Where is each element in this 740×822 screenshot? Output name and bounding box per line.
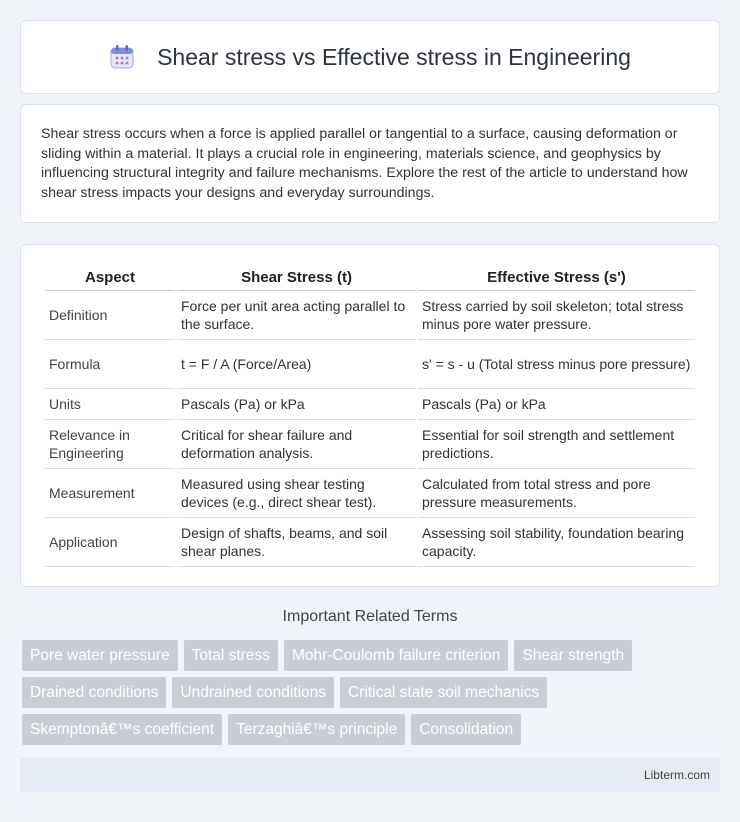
table-cell: Definition [45,291,175,340]
table-cell: Application [45,518,175,567]
table-cell: Pascals (Pa) or kPa [418,389,695,420]
table-cell: Relevance in Engineering [45,420,175,469]
intro-text: Shear stress occurs when a force is applied parallel or tangential to a surface, causing deformation or sliding within a material. It plays a crucial role in engineering, materials science, and geophysics by influencing structural integrity and failure mechanisms. Explore the rest of the article to understand how shear stress impacts your designs and everyday surroundings. [41,126,688,201]
table-cell: Calculated from total stress and pore pressure measurements. [418,469,695,518]
tag-row [22,640,722,671]
tag-total-stress[interactable]: Total stress [184,640,278,671]
footer-link[interactable]: Libterm.com [643,768,710,782]
header-card [20,20,720,94]
related-terms [22,640,722,751]
table-cell: Stress carried by soil skeleton; total stress minus pore water pressure. [418,291,695,340]
tag-mohr-coulomb[interactable]: Mohr-Coulomb failure criterion [284,640,508,671]
tag-consolidation[interactable]: Consolidation [411,714,521,745]
tag-row [22,677,722,708]
table-cell: Measurement [45,469,175,518]
tag-drained-conditions[interactable]: Drained conditions [22,677,166,708]
table-cell: Formula [45,340,175,389]
footer [20,758,720,792]
tag-row [22,714,722,745]
table-cell: Critical for shear failure and deformation analysis. [177,420,416,469]
column-header-aspect: Aspect [45,267,175,291]
table-row [45,291,695,340]
tag-critical-state[interactable]: Critical state soil mechanics [340,677,547,708]
page-title: Shear stress vs Effective stress in Engineering [157,43,631,70]
comparison-table-card [20,244,720,587]
column-header-shear-stress: Shear Stress (t) [177,267,416,291]
related-terms-title: Important Related Terms [282,608,458,625]
table-row [45,518,695,567]
table-cell: t = F / A (Force/Area) [177,340,416,389]
table-cell: Essential for soil strength and settlement predictions. [418,420,695,469]
comparison-table [43,267,697,567]
table-row [45,389,695,420]
table-row [45,340,695,389]
calendar-icon [109,44,135,70]
table-row [45,469,695,518]
tag-undrained-conditions[interactable]: Undrained conditions [172,677,334,708]
column-header-effective-stress: Effective Stress (s') [418,267,695,291]
table-cell: Force per unit area acting parallel to the surface. [177,291,416,340]
intro-card [20,104,720,223]
table-cell: Assessing soil stability, foundation bearing capacity. [418,518,695,567]
table-cell: Pascals (Pa) or kPa [177,389,416,420]
table-cell: Units [45,389,175,420]
table-cell: s' = s - u (Total stress minus pore pressure) [418,340,695,389]
tag-terzaghi[interactable]: Terzaghiâ€™s principle [228,714,405,745]
table-cell: Design of shafts, beams, and soil shear planes. [177,518,416,567]
tag-shear-strength[interactable]: Shear strength [514,640,632,671]
table-cell: Measured using shear testing devices (e.g., direct shear test). [177,469,416,518]
table-row [45,420,695,469]
tag-skempton[interactable]: Skemptonâ€™s coefficient [22,714,222,745]
tag-pore-water-pressure[interactable]: Pore water pressure [22,640,178,671]
